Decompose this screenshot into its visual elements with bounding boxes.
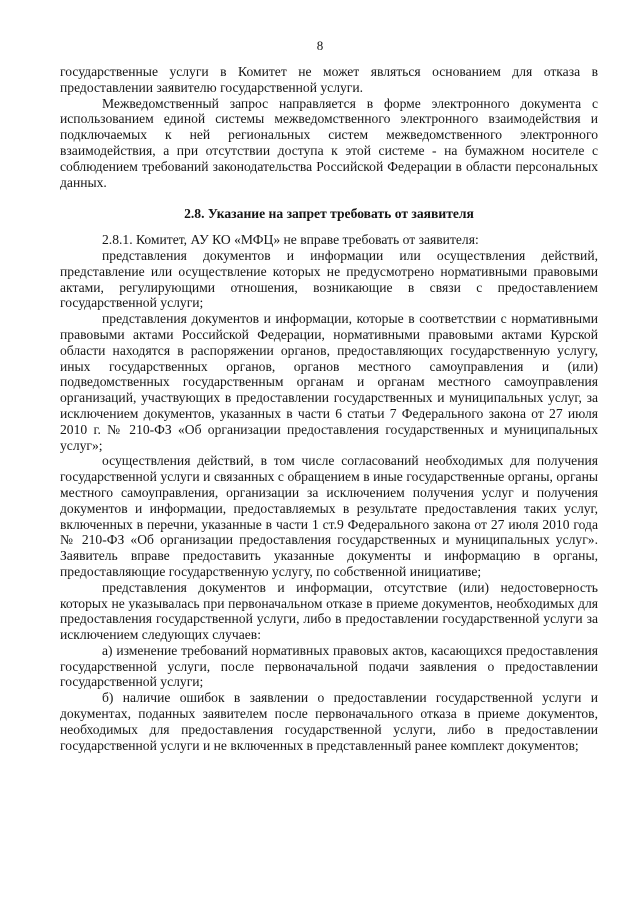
paragraph-prohibition-2: представления документов и информации, которые в соответствии с нормативными правовыми актами Российской Федерации, нормативными правовыми актами Курской области находятся в распоряжении органов, предоставляющих государственную услугу, иных государственных органов, органов местного самоуправления и (или) подведомственных государственным органам и органам местного самоуправления организаций, участвующих в предоставлении государственных и муниципальных услуг, за исключением документов, указанных в части 6 статьи 7 Федерального закона от 27 июля 2010 г. № 210-ФЗ «Об организации предоставления государственных и муниципальных услуг»; xyxy=(60,311,598,453)
paragraph-prohibition-3: осуществления действий, в том числе согласований необходимых для получения государственной услуги и связанных с обращением в иные государственные органы, органы местного самоуправления, организации за исключением получения услуг и получения документов и информации, предоставляемых в результате предоставления таких услуг, включенных в перечни, указанные в части 1 ст.9 Федерального закона от 27 июля 2010 года № 210-ФЗ «Об организации предоставления государственных и муниципальных услуг». Заявитель вправе предоставить указанные документы и информацию в органы, предоставляющие государственную услугу, по собственной инициативе; xyxy=(60,453,598,579)
document-body xyxy=(60,64,598,753)
page-number: 8 xyxy=(316,38,324,53)
paragraph-exception-a: а) изменение требований нормативных правовых актов, касающихся предоставления государственной услуги, после первоначальной подачи заявления о предоставлении государственной услуги; xyxy=(60,642,598,690)
paragraph-exception-b: б) наличие ошибок в заявлении о предоставлении государственной услуги и документах, поданных заявителем после первоначального отказа в приеме документов, необходимых для предоставления государственной услуги, либо в предоставлении государственной услуги и не включенных в представленный ранее комплект документов; xyxy=(60,690,598,753)
paragraph-continuation: государственные услуги в Комитет не может являться основанием для отказа в предоставлении заявителю государственной услуги. xyxy=(60,64,598,95)
paragraph-prohibition-4: представления документов и информации, отсутствие (или) недостоверность которых не указывалась при первоначальном отказе в приеме документов, необходимых для предоставления государственной услуги, либо в предоставлении государственной услуги за исключением следующих случаев: xyxy=(60,579,598,643)
paragraph-interagency-request: Межведомственный запрос направляется в форме электронного документа с использованием единой системы межведомственного электронного взаимодействия и подключаемых к ней региональных систем межведомственного электронного взаимодействия, а при отсутствии доступа к этой системе - на бумажном носителе с соблюдением требований законодательства Российской Федерации в области персональных данных. xyxy=(60,95,598,190)
section-heading: 2.8. Указание на запрет требовать от заявителя xyxy=(184,206,474,222)
paragraph-prohibition-1: представления документов и информации или осуществления действий, представление или осуществление которых не предусмотрено нормативными правовыми актами, регулирующими отношения, возникающие в связи с предоставлением государственной услуги; xyxy=(60,247,598,311)
paragraph-2-8-1: 2.8.1. Комитет, АУ КО «МФЦ» не вправе требовать от заявителя: xyxy=(102,232,479,248)
